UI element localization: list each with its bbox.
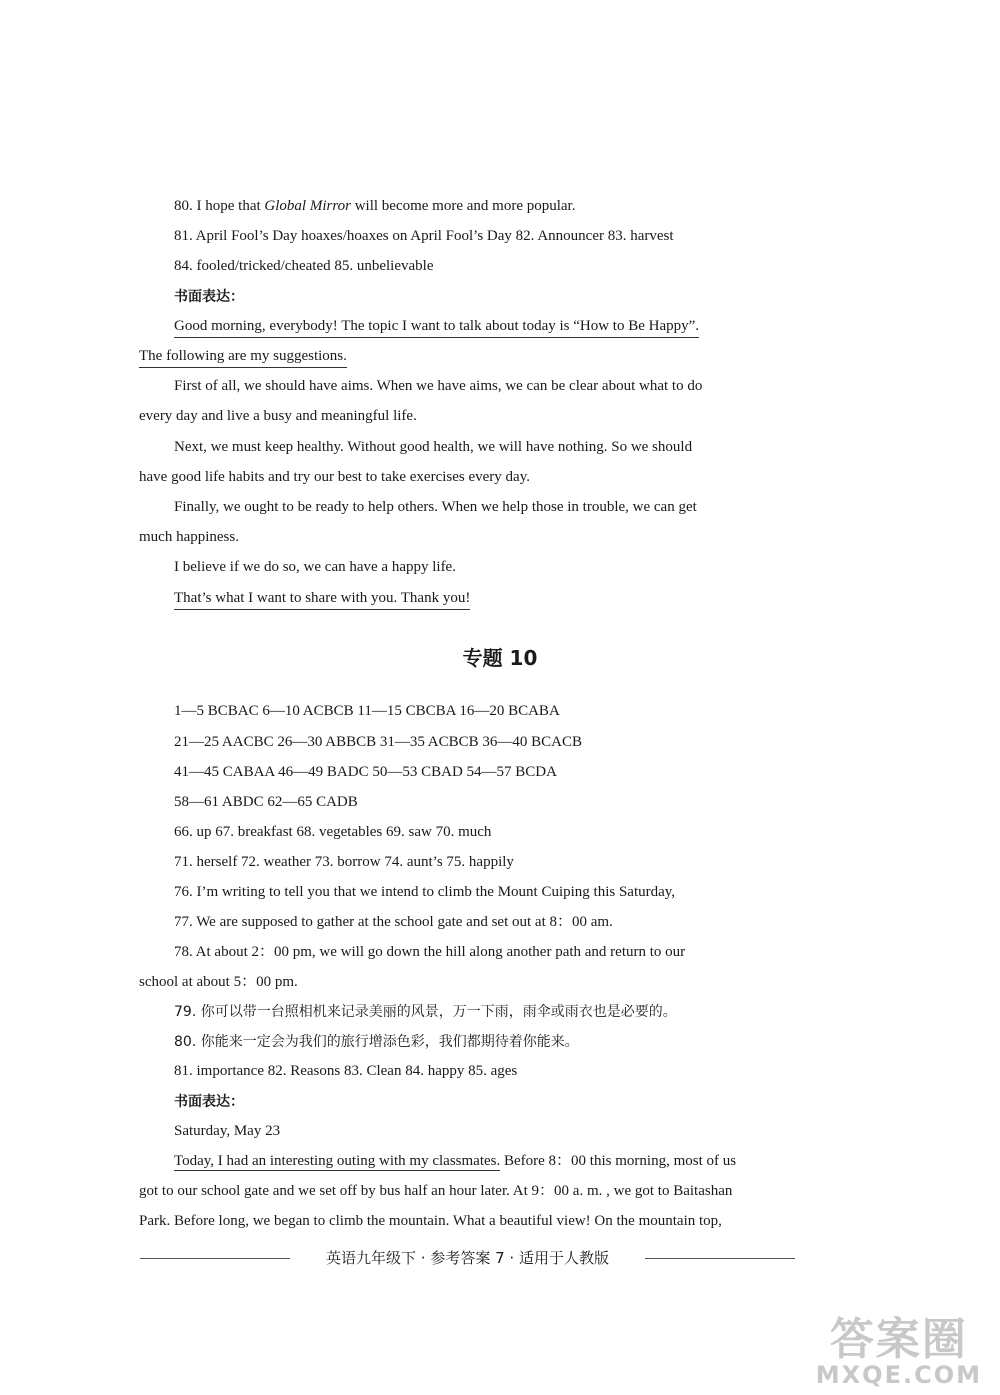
watermark-logo: 答案圈 MXQE.COM: [815, 1314, 982, 1389]
answer-84-85: 84. fooled/tricked/cheated 85. unbelievable: [174, 258, 434, 274]
essay-line: Finally, we ought to be ready to help others. When we help those in trouble, we can get: [174, 499, 697, 515]
essay-line: Today, I had an interesting outing with my classmates. Before 8：00 this morning, most of us: [174, 1153, 737, 1169]
essay-date: Saturday, May 23: [174, 1123, 281, 1139]
essay-line: every day and live a busy and meaningful life.: [139, 408, 417, 424]
answer-row: 41—45 CABAA 46—49 BADC 50—53 CBAD 54—57 BCDA: [174, 764, 557, 780]
essay-line: Good morning, everybody! The topic I want to talk about today is “How to Be Happy”.: [174, 316, 699, 338]
page-footer: [140, 1243, 795, 1273]
answer-row: school at about 5：00 pm.: [139, 974, 298, 990]
answer-81-83: 81. April Fool’s Day hoaxes/hoaxes on April Fool’s Day 82. Announcer 83. harvest: [174, 228, 674, 244]
writing-label: 书面表达：: [174, 289, 244, 305]
footer-text: 英语九年级下 · 参考答案 7 · 适用于人教版: [320, 1249, 615, 1267]
answer-row: 71. herself 72. weather 73. borrow 74. aunt’s 75. happily: [174, 854, 514, 870]
writing-label: 书面表达：: [174, 1094, 244, 1110]
answer-row: 79. 你可以带一台照相机来记录美丽的风景，万一下雨，雨伞或雨衣也是必要的。: [174, 1004, 677, 1020]
answer-row: 77. We are supposed to gather at the school gate and set out at 8：00 am.: [174, 914, 613, 930]
essay-line: I believe if we do so, we can have a happy life.: [174, 559, 456, 575]
answer-row: 21—25 AACBC 26—30 ABBCB 31—35 ACBCB 36—40 BCACB: [174, 734, 583, 750]
answer-row: 58—61 ABDC 62—65 CADB: [174, 794, 358, 810]
essay-line: much happiness.: [139, 529, 239, 545]
essay-line: The following are my suggestions.: [139, 346, 347, 368]
answer-row: 78. At about 2：00 pm, we will go down the hill along another path and return to our: [174, 944, 686, 960]
answer-80: 80. I hope that Global Mirror will become more and more popular.: [174, 198, 576, 214]
answer-row: 66. up 67. breakfast 68. vegetables 69. saw 70. much: [174, 824, 492, 840]
section-title: 专题 10: [462, 646, 538, 670]
essay-line: First of all, we should have aims. When we have aims, we can be clear about what to do: [174, 378, 703, 394]
answer-row: 80. 你能来一定会为我们的旅行增添色彩，我们都期待着你能来。: [174, 1034, 579, 1050]
answer-row: 81. importance 82. Reasons 83. Clean 84. happy 85. ages: [174, 1063, 518, 1079]
answer-row: 1—5 BCBAC 6—10 ACBCB 11—15 CBCBA 16—20 BCABA: [174, 703, 560, 719]
essay-line: have good life habits and try our best to take exercises every day.: [139, 469, 530, 485]
essay-line: Park. Before long, we began to climb the mountain. What a beautiful view! On the mountain top,: [139, 1213, 722, 1229]
essay-underlined: Today, I had an interesting outing with my classmates.: [174, 1153, 501, 1169]
essay-line: Next, we must keep healthy. Without good health, we will have nothing. So we should: [174, 439, 693, 455]
answer-row: 76. I’m writing to tell you that we intend to climb the Mount Cuiping this Saturday,: [174, 884, 676, 900]
essay-line: got to our school gate and we set off by bus half an hour later. At 9：00 a. m. , we got to Baitashan: [139, 1183, 733, 1199]
essay-line: That’s what I want to share with you. Thank you!: [174, 588, 470, 610]
